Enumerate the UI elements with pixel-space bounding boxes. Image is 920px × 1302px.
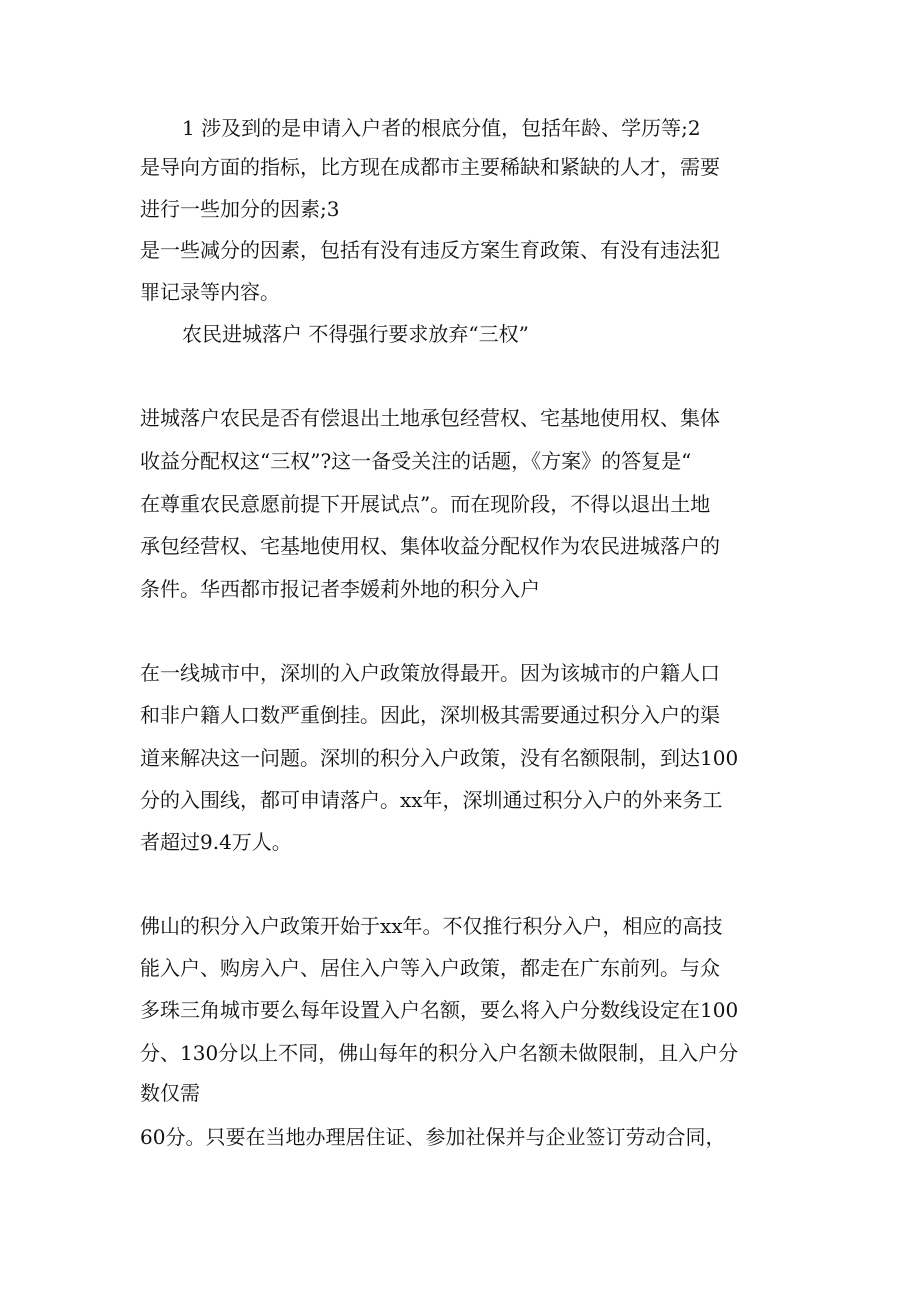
text-line: 多珠三角城市要么每年设置入户名额，要么将入户分数线设定在100 <box>140 998 739 1022</box>
text-line: 在一线城市中，深圳的入户政策放得最开。因为该城市的户籍人口 <box>140 661 720 685</box>
text-line: 能入户、购房入户、居住入户等入户政策，都走在广东前列。与众 <box>140 956 720 980</box>
text-line: 条件。华西都市报记者李媛莉外地的积分入户 <box>140 577 540 601</box>
text-line: 佛山的积分入户政策开始于xx年。不仅推行积分入户，相应的高技 <box>140 914 723 938</box>
text-line: 和非户籍人口数严重倒挂。因此，深圳极其需要通过积分入户的渠 <box>140 703 720 727</box>
text-line: 分的入围线，都可申请落户。xx年，深圳通过积分入户的外来务工 <box>140 788 723 812</box>
text-line: 进城落户农民是否有偿退出土地承包经营权、宅基地使用权、集体 <box>140 406 720 430</box>
text-line: 承包经营权、宅基地使用权、集体收益分配权作为农民进城落户的 <box>140 534 720 558</box>
text-line: 分、130分以上不同，佛山每年的积分入户名额未做限制，且入户分 <box>140 1041 739 1065</box>
text-line: 进行一些加分的因素;3 <box>140 197 340 221</box>
text-line: 1 涉及到的是申请入户者的根底分值，包括年龄、学历等;2 <box>182 116 701 140</box>
text-line: 道来解决这一问题。深圳的积分入户政策，没有名额限制，到达100 <box>140 746 739 770</box>
text-line: 数仅需 <box>140 1081 200 1105</box>
text-line: 是导向方面的指标，比方现在成都市主要稀缺和紧缺的人才，需要 <box>140 155 720 179</box>
text-line: 60分。只要在当地办理居住证、参加社保并与企业签订劳动合同， <box>140 1125 726 1149</box>
text-line: 者超过9.4万人。 <box>140 830 292 854</box>
text-line: 在尊重农民意愿前提下开展试点”。而在现阶段，不得以退出土地 <box>140 492 711 516</box>
text-line: 是一些减分的因素，包括有没有违反方案生育政策、有没有违法犯 <box>140 238 720 262</box>
text-line: 罪记录等内容。 <box>140 280 280 304</box>
text-line: 收益分配权这“三权”?这一备受关注的话题，《方案》的答复是“ <box>140 449 692 473</box>
section-heading: 农民进城落户 不得强行要求放弃“三权” <box>182 322 529 346</box>
